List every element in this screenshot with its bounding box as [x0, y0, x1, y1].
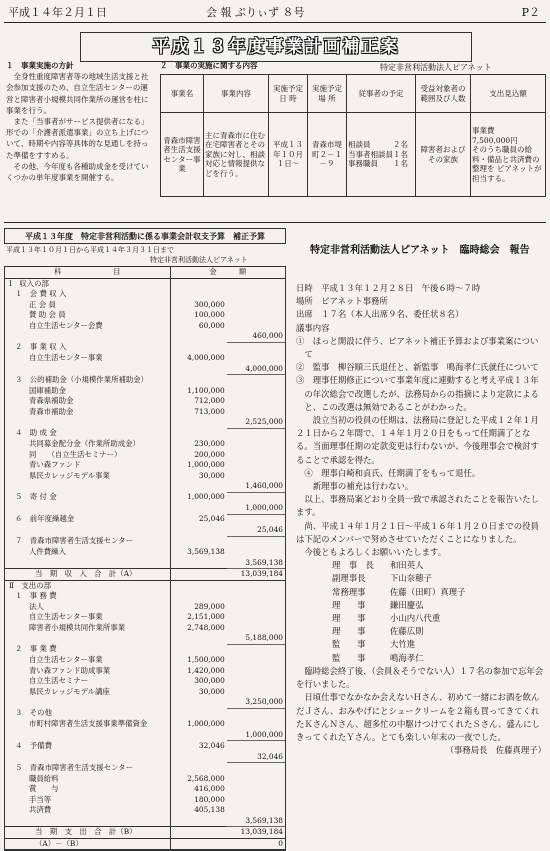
budget-subtotal-amount: [227, 321, 285, 332]
plan-date-cell: 平成１３年１０月１日～: [269, 113, 308, 197]
report-line: 日頃仕事でなかなか会えないＨさん、初めて一緒にお酒を飲んだＪさん、おみやげにとシュークリームを２箱も買ってきてくれたＫさんＮさん、超多忙の中駆けつけてくれたＳさん、盛んにしきってくれたＹさん。とても楽しい年末の一夜でした。: [296, 692, 540, 742]
budget-subtotal-amount: 13,039,184: [227, 827, 285, 839]
budget-row: [5, 752, 285, 763]
budget-item-amount: 3,569,138: [187, 547, 225, 556]
budget-subtotal-amount: [227, 774, 285, 785]
budget-item-label: 自立生活センター事業: [5, 612, 170, 623]
budget-item-amount: [170, 708, 227, 719]
report-line: ① ほっと開設に伴う、ピアネット補正予算および事業案について: [296, 335, 539, 360]
report-body: [296, 282, 546, 757]
budget-subtotal-amount: [227, 460, 285, 471]
budget-subtotal-amount: [227, 428, 285, 439]
budget-subtotal-amount: [227, 666, 285, 677]
budget-row: [5, 331, 285, 342]
budget-item-label: Ⅱ 支出の部: [5, 580, 170, 591]
plan-content-cell: 主に青森市に住む在宅障害者とその家族に対し、相談対応と情報提供などを行う。: [204, 113, 269, 197]
budget-item-amount: [170, 342, 227, 353]
budget-subtotal-amount: [227, 687, 285, 698]
budget-subtotal-amount: 3,569,138: [227, 816, 285, 827]
budget-item-amount: 200,000: [194, 449, 225, 459]
officer-role: 監 事: [332, 652, 366, 663]
budget-item-label: [5, 481, 170, 492]
budget-item-amount: 1,500,000: [187, 655, 225, 664]
budget-row: [5, 353, 285, 364]
budget-item-amount: [170, 644, 227, 655]
budget-item-label: 自立生活センター会費: [5, 321, 170, 332]
budget-subtotal-amount: 3,569,138: [227, 558, 285, 569]
budget-row: [5, 514, 285, 525]
budget-item-label: ４ 助 成 金: [5, 428, 170, 439]
officer-role: 理 事: [332, 626, 366, 637]
policy-paragraph: また「当事者がサービス提供者になる」形での「介護者派遣事業」の立ち上げについて、時期や内容等具体的な見通しを持った準備をすすめる。: [6, 117, 149, 160]
budget-subtotal-amount: [227, 514, 285, 525]
budget-item-label: [5, 503, 170, 514]
plan-staff-cell: 相談員 ２名 当事者相談員１名 事務職員 １名: [347, 113, 416, 197]
budget-item-amount: 60,000: [198, 320, 225, 330]
budget-row: [5, 687, 285, 698]
budget-subtotal-amount: 32,046: [227, 752, 285, 763]
officer-name: 鎌田慶弘: [390, 599, 424, 610]
officer-name: 大竹進: [390, 639, 416, 650]
budget-row: [5, 623, 285, 634]
budget-item-amount: 2,748,000: [187, 622, 225, 632]
budget-item-amount: 2,151,000: [187, 612, 225, 621]
budget-item-label: ５ 青森市障害者生活支援センター: [5, 763, 170, 774]
budget-subtotal-amount: [227, 375, 285, 386]
officer-row: [332, 625, 546, 638]
budget-row: [5, 492, 285, 503]
budget-row: [5, 439, 285, 450]
budget-item-label: 市町村障害者生活支援事業準備資金: [5, 719, 170, 730]
budget-row: [5, 784, 285, 795]
budget-row: [5, 602, 285, 613]
budget-row: [5, 838, 285, 850]
budget-row: [5, 816, 285, 827]
budget-item-amount: 100,000: [194, 310, 225, 319]
budget-item-amount: [170, 816, 227, 827]
budget-item-amount: [170, 364, 227, 375]
budget-item-label: [5, 364, 170, 375]
budget-item-amount: 180,000: [194, 794, 225, 804]
budget-item-label: 自立生活セミナー: [5, 676, 170, 687]
budget-item-label: ２ 事 業 費: [5, 644, 170, 655]
budget-item-label: 青い森ファンド助成事業: [5, 666, 170, 677]
budget-subtotal-amount: 4,000,000: [227, 364, 285, 375]
budget-item-amount: 230,000: [194, 439, 225, 448]
budget-item-amount: [170, 569, 227, 581]
budget-subtotal-amount: [227, 439, 285, 450]
budget-item-amount: [170, 827, 227, 839]
officer-name: 佐藤広則: [390, 626, 424, 637]
budget-item-amount: 1,000,000: [187, 719, 225, 728]
officer-name: 下山奈穂子: [390, 573, 432, 584]
budget-table: [4, 266, 286, 851]
budget-subtotal-amount: 5,188,000: [227, 633, 285, 644]
officer-row: [332, 652, 546, 665]
budget-subtotal-amount: [227, 763, 285, 774]
budget-item-label: 職員給料: [5, 774, 170, 785]
budget-item-label: 青森市補助金: [5, 407, 170, 418]
budget-row: [5, 525, 285, 536]
budget-item-amount: 4,000,000: [187, 353, 225, 362]
budget-item-label: 自立生活センター事業: [5, 655, 170, 666]
officer-name: 佐藤（田町）真理子: [390, 586, 466, 597]
budget-item-amount: [170, 331, 227, 342]
budget-item-amount: [170, 481, 227, 492]
budget-item-amount: 416,000: [194, 784, 225, 793]
budget-row: [5, 569, 285, 581]
officer-role: 理 事: [332, 613, 366, 624]
budget-row: [5, 795, 285, 806]
plan-table-row: [161, 113, 546, 197]
budget-item-label: [5, 525, 170, 536]
report-line: ② 監事 柳谷順三氏退任と、新監事 鳴海孝仁氏就任について: [296, 362, 539, 373]
budget-item-amount: 405,138: [194, 805, 225, 814]
budget-item-amount: [170, 591, 227, 602]
budget-item-label: ６ 前年度繰越金: [5, 514, 170, 525]
budget-item-label: ３ 公的補助金（小規模作業所補助金）: [5, 375, 170, 386]
budget-subtotal-amount: [227, 655, 285, 666]
report-line: 尚、平成１４年１月２１日～平成１６年１月２０日までの役員は下記のメンバーで努めさせていただくことになりました。: [296, 520, 539, 544]
budget-item-amount: [170, 752, 227, 763]
plan-heading: ２ 事業の実施に関する内容: [160, 61, 258, 70]
budget-subtotal-amount: [227, 353, 285, 364]
report-line: 臨時総会終了後、（会員＆そうでない人）１７名の参加で忘年会を行いました。: [296, 665, 544, 690]
budget-row: [5, 396, 285, 407]
budget-row: [5, 697, 285, 708]
budget-row: [5, 558, 285, 569]
budget-item-amount: [170, 525, 227, 536]
budget-item-label: 青い森ファンド: [5, 460, 170, 471]
publication-name: 会 報 ぷりぃず ８号: [206, 6, 305, 19]
officer-list: [296, 559, 546, 665]
budget-row: [5, 471, 285, 482]
budget-item-label: ４ 予備費: [5, 741, 170, 752]
budget-item-amount: [170, 580, 227, 591]
item-column-header: 科 目: [5, 267, 170, 278]
report-line: 場所 ピアネット事務所: [296, 296, 388, 307]
budget-item-amount: [170, 536, 227, 547]
budget-subtotal-amount: [227, 300, 285, 311]
officer-name: 和田英人: [390, 560, 424, 571]
budget-item-label: 法人: [5, 602, 170, 613]
budget-row: [5, 644, 285, 655]
budget-subtotal-amount: [227, 386, 285, 397]
report-line: 議事内容: [296, 322, 330, 333]
report-line: 今後ともよろしくお願いいたします。: [304, 547, 447, 558]
budget-item-label: ２ 事 業 収 入: [5, 342, 170, 353]
budget-subtotal-amount: 1,000,000: [227, 730, 285, 741]
report-line: 以上、事務局案どおり全員一致で承認されたことを報告いたします。: [296, 494, 539, 518]
budget-row: [5, 547, 285, 558]
officer-name: 小山内八代重: [390, 613, 441, 624]
budget-subtotal-amount: [227, 741, 285, 752]
budget-row: [5, 655, 285, 666]
officer-row: [332, 612, 546, 625]
budget-item-label: 自立生活センター事業: [5, 353, 170, 364]
budget-item-amount: [170, 838, 227, 850]
officer-role: 理 事: [332, 599, 366, 610]
budget-row: [5, 407, 285, 418]
budget-row: [5, 503, 285, 514]
budget-subtotal-amount: 1,460,000: [227, 481, 285, 492]
budget-item-label: [5, 816, 170, 827]
budget-item-label: 当 期 収 入 合 計（A）: [5, 569, 170, 581]
budget-row: [5, 708, 285, 719]
officer-role: 監 事: [332, 639, 366, 650]
budget-subtotal-amount: 1,000,000: [227, 503, 285, 514]
budget-item-label: 共同募金配分金（作業所助成金）: [5, 439, 170, 450]
budget-item-label: [5, 752, 170, 763]
plan-table-header-row: [161, 75, 546, 113]
budget-subtotal-amount: [227, 591, 285, 602]
budget-item-label: [5, 558, 170, 569]
budget-item-label: 共済費: [5, 805, 170, 816]
budget-row: [5, 719, 285, 730]
officer-role: 理 事 長: [332, 560, 374, 571]
budget-row: [5, 676, 285, 687]
budget-item-amount: 289,000: [194, 601, 225, 611]
officer-row: [332, 559, 546, 572]
report-line: ④ 理事白崎和貞氏、任期満了をもって退任。: [304, 467, 481, 478]
report-line: 出席 １７名（本人出席９名、委任状８名）: [296, 309, 464, 320]
budget-subtotal-amount: [227, 784, 285, 795]
budget-subtotal-amount: [227, 471, 285, 482]
budget-item-amount: 1,000,000: [187, 460, 225, 469]
budget-row: [5, 730, 285, 741]
budget-subtotal-amount: 13,039,184: [227, 569, 285, 581]
budget-row: [5, 741, 285, 752]
policy-paragraph: 全身性重度障害者等の地域生活支援と社会参加支援のため、自立生活センターの運営と障害者小規模共同作業所の運営を柱に事業を行う。: [6, 72, 149, 115]
budget-item-amount: [170, 763, 227, 774]
budget-row: [5, 450, 285, 461]
budget-item-label: 当 期 支 出 合 計（B）: [5, 827, 170, 839]
budget-subtotal-amount: [227, 342, 285, 353]
report-title: 特定非営利活動法人ピアネット 臨時総会 報告: [310, 245, 530, 256]
budget-subtotal-amount: [227, 644, 285, 655]
budget-row: [5, 481, 285, 492]
budget-item-label: 正 会 員: [5, 300, 170, 311]
report-line: ③ 理事任期修正について事業年度に連動すると考え平成１３年の年次総会で改選したが、法務局からの指摘により定款によると、この改選は無効であることがわかった。: [296, 375, 539, 412]
budget-item-amount: [170, 278, 227, 289]
section-rule: [4, 222, 546, 223]
budget-item-amount: [170, 428, 227, 439]
budget-period: 平成１３年１０月１日から平成１４年３月３１日まで: [6, 246, 174, 254]
budget-subtotal-amount: [227, 278, 285, 289]
budget-row: [5, 666, 285, 677]
budget-row: [5, 460, 285, 471]
plan-cost-cell: 事業費 7,500,000円 そのうち職員の給料・備品と共済費の整理を ピアネットが担当する。: [471, 113, 546, 197]
budget-item-amount: 32,046: [198, 740, 225, 750]
budget-row: [5, 591, 285, 602]
report-line: 新理事の補充は行わない。: [312, 481, 414, 492]
budget-item-label: [5, 697, 170, 708]
column-header: 実施予定場 所: [308, 75, 347, 113]
budget-subtotal-amount: 0: [227, 838, 285, 850]
plan-place-cell: 青森市堤町２－１－９: [308, 113, 347, 197]
plan-name-cell: 青森市障害者生活支援センター事業: [161, 113, 204, 197]
budget-item-amount: [170, 558, 227, 569]
budget-item-amount: 300,000: [194, 676, 225, 685]
budget-item-label: ３ その他: [5, 708, 170, 719]
budget-item-label: 賛 助 会 員: [5, 310, 170, 321]
budget-row: [5, 342, 285, 353]
budget-item-label: １ 事 務 費: [5, 591, 170, 602]
policy-heading: １ 事業実施の方針: [6, 61, 74, 70]
budget-subtotal-amount: [227, 547, 285, 558]
budget-row: [5, 827, 285, 839]
budget-row: [5, 300, 285, 311]
budget-subtotal-amount: [227, 536, 285, 547]
report-signature: （事務局長 佐藤真理子）: [445, 745, 546, 756]
budget-row: [5, 386, 285, 397]
budget-row: [5, 536, 285, 547]
budget-item-amount: [170, 633, 227, 644]
page-number: P２: [521, 6, 540, 19]
budget-item-label: Ⅰ 収入の部: [5, 278, 170, 289]
budget-row: [5, 364, 285, 375]
header-rule: [4, 22, 546, 23]
budget-item-amount: 2,568,000: [187, 773, 225, 783]
budget-row: [5, 428, 285, 439]
budget-item-label: 賞 与: [5, 784, 170, 795]
budget-subtotal-amount: 460,000: [227, 331, 285, 342]
budget-header-row: [5, 267, 285, 278]
budget-item-amount: [170, 375, 227, 386]
budget-row: [5, 805, 285, 816]
budget-title: 平成１３年度 特定非営利活動に係る事業会計収支予算 補正予算: [4, 228, 286, 244]
budget-subtotal-amount: [227, 289, 285, 300]
budget-item-amount: [170, 697, 227, 708]
budget-item-label: ７ 青森市障害者生活支援センター: [5, 536, 170, 547]
budget-subtotal-amount: [227, 719, 285, 730]
officer-row: [332, 572, 546, 585]
budget-subtotal-amount: [227, 492, 285, 503]
budget-item-label: ５ 寄 付 金: [5, 492, 170, 503]
officer-role: 常務理事: [332, 586, 366, 597]
officer-role: 副理事長: [332, 573, 366, 584]
budget-item-label: [5, 417, 170, 428]
budget-item-label: [5, 633, 170, 644]
budget-item-amount: [170, 730, 227, 741]
budget-subtotal-amount: [227, 602, 285, 613]
policy-section: [6, 60, 152, 183]
budget-item-label: 同 （自立生活セミナー）: [5, 450, 170, 461]
budget-subtotal-amount: [227, 708, 285, 719]
budget-row: [5, 278, 285, 289]
budget-item-amount: 1,000,000: [187, 492, 225, 502]
budget-item-label: 県民カレッジモデル講座: [5, 687, 170, 698]
budget-subtotal-amount: 25,046: [227, 525, 285, 536]
budget-row: [5, 633, 285, 644]
budget-item-amount: [170, 289, 227, 300]
budget-subtotal-amount: [227, 676, 285, 687]
issue-date: 平成１４年２月１日: [8, 6, 107, 19]
budget-row: [5, 310, 285, 321]
budget-item-label: （A）－（B）: [5, 838, 170, 850]
budget-item-amount: 30,000: [198, 470, 225, 480]
budget-item-label: １ 会 費 収 入: [5, 289, 170, 300]
title-organization: 特定非営利活動法人ピアネット: [380, 63, 492, 72]
report-line: 設立当初の役員の任期は、法務局に登記した平成１２年１月２１日から２年間で、１４年１月２０日をもって任期満了となる。当面理事任期の定款変更は行わないが、今後理事会で検討することで承認を得た。: [296, 415, 539, 465]
budget-item-label: [5, 331, 170, 342]
page-title: 平成１３年度事業計画補正案: [80, 32, 472, 62]
budget-row: [5, 612, 285, 623]
budget-row: [5, 774, 285, 785]
plan-table: [160, 74, 546, 197]
budget-subtotal-amount: 3,250,000: [227, 697, 285, 708]
budget-item-label: 県民カレッジモデル事業: [5, 471, 170, 482]
budget-subtotal-amount: [227, 623, 285, 634]
budget-item-amount: [170, 417, 227, 428]
officer-row: [332, 638, 546, 651]
budget-subtotal-amount: [227, 396, 285, 407]
budget-subtotal-amount: [227, 407, 285, 418]
budget-item-amount: 712,000: [194, 396, 225, 405]
column-header: 受益対象者の範囲及び人数: [416, 75, 471, 113]
budget-item-amount: 1,100,000: [187, 385, 225, 395]
column-header: 実施予定日 時: [269, 75, 308, 113]
plan-beneficiaries-cell: 障害者および その家族: [416, 113, 471, 197]
column-header: 事業内容: [204, 75, 269, 113]
budget-subtotal-amount: 2,525,000: [227, 417, 285, 428]
budget-subtotal-amount: [227, 580, 285, 591]
budget-row: [5, 375, 285, 386]
budget-subtotal-amount: [227, 310, 285, 321]
officer-row: [332, 586, 546, 599]
policy-paragraph: その他、今年度も各種助成金を受けていくつかの単年度事業を開催する。: [6, 161, 149, 183]
budget-item-amount: 300,000: [194, 299, 225, 309]
budget-item-amount: 1,420,000: [187, 665, 225, 675]
budget-subtotal-amount: [227, 795, 285, 806]
amount-column-header: 金 額: [170, 267, 285, 278]
budget-subtotal-amount: [227, 805, 285, 816]
budget-row: [5, 289, 285, 300]
column-header: 従事者の予定: [347, 75, 416, 113]
budget-organization: 特定非営利活動法人ピアネット: [150, 256, 248, 264]
budget-subtotal-amount: [227, 612, 285, 623]
budget-item-label: 手当等: [5, 795, 170, 806]
page-header: [6, 4, 544, 20]
budget-item-amount: [170, 503, 227, 514]
budget-row: [5, 580, 285, 591]
officer-row: [332, 599, 546, 612]
budget-item-label: [5, 730, 170, 741]
budget-row: [5, 321, 285, 332]
budget-item-amount: 713,000: [194, 406, 225, 416]
budget-item-amount: 25,046: [198, 514, 225, 524]
budget-subtotal-amount: [227, 450, 285, 461]
report-line: 日時 平成１３年１２月２８日 午後６時～７時: [296, 283, 481, 293]
column-header: 支出見込額: [471, 75, 546, 113]
officer-name: 鳴海孝仁: [390, 652, 424, 663]
budget-item-amount: 30,000: [198, 686, 225, 696]
budget-item-label: 障害者小規模共同作業所事業: [5, 623, 170, 634]
budget-item-label: 国庫補助金: [5, 386, 170, 397]
budget-row: [5, 763, 285, 774]
column-header: 事業名: [161, 75, 204, 113]
budget-item-label: 青森県補助金: [5, 396, 170, 407]
budget-row: [5, 417, 285, 428]
budget-item-label: 人件費繰入: [5, 547, 170, 558]
